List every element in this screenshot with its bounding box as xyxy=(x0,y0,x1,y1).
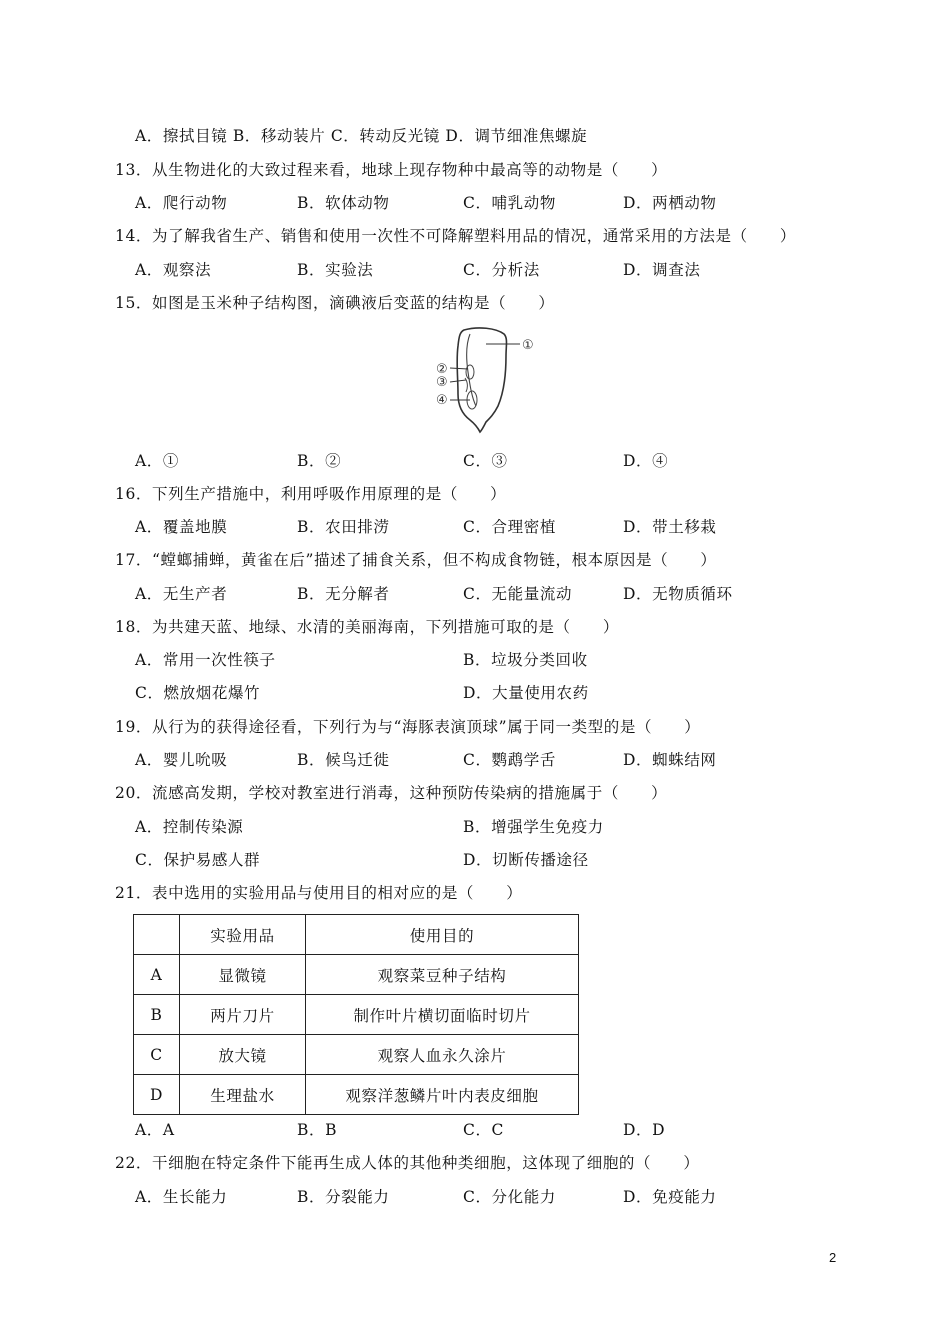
q17-option-b[interactable]: B．无分解者 xyxy=(297,585,390,603)
q13-option-c[interactable]: C．哺乳动物 xyxy=(463,194,556,212)
question-19-stem: 19．从行为的获得途径看，下列行为与“海豚表演顶球”属于同一类型的是（ ） xyxy=(115,718,701,736)
q13-option-a[interactable]: A．爬行动物 xyxy=(135,194,228,212)
table-row xyxy=(134,1035,579,1075)
q21-option-b[interactable]: B．B xyxy=(297,1121,338,1139)
q20-option-a[interactable]: A．控制传染源 xyxy=(135,818,244,836)
q20-option-c[interactable]: C．保护易感人群 xyxy=(135,851,261,869)
q16-option-c[interactable]: C．合理密植 xyxy=(463,518,556,536)
question-18-stem: 18．为共建天蓝、地绿、水清的美丽海南，下列措施可取的是（ ） xyxy=(115,618,619,636)
question-13-stem: 13．从生物进化的大致过程来看，地球上现存物种中最高等的动物是（ ） xyxy=(115,161,668,179)
table-cell: 观察菜豆种子结构 xyxy=(306,955,579,995)
table-cell: A xyxy=(134,955,180,995)
q19-option-c[interactable]: C．鹦鹉学舌 xyxy=(463,751,556,769)
q13-option-d[interactable]: D．两栖动物 xyxy=(623,194,717,212)
table-row xyxy=(134,995,579,1035)
table-cell: 制作叶片横切面临时切片 xyxy=(306,995,579,1035)
q19-option-a[interactable]: A．婴儿吮吸 xyxy=(135,751,228,769)
table-cell: C xyxy=(134,1035,180,1075)
experiment-table xyxy=(133,914,579,1115)
q20-option-b[interactable]: B．增强学生免疫力 xyxy=(463,818,604,836)
q21-option-c[interactable]: C．C xyxy=(463,1121,505,1139)
q18-option-c[interactable]: C．燃放烟花爆竹 xyxy=(135,684,261,702)
q22-option-d[interactable]: D．免疫能力 xyxy=(623,1188,717,1206)
question-17-stem: 17．“螳螂捕蝉，黄雀在后”描述了捕食关系，但不构成食物链，根本原因是（ ） xyxy=(115,551,717,569)
label-2: ② xyxy=(436,362,448,377)
page-number: 2 xyxy=(829,1250,837,1265)
corn-seed-diagram xyxy=(434,322,544,438)
q16-option-b[interactable]: B．农田排涝 xyxy=(297,518,390,536)
q18-option-d[interactable]: D．大量使用农药 xyxy=(463,684,589,702)
question-21-stem: 21．表中选用的实验用品与使用目的相对应的是（ ） xyxy=(115,884,523,902)
q15-option-c[interactable]: C．③ xyxy=(463,452,508,470)
q13-option-b[interactable]: B．软体动物 xyxy=(297,194,390,212)
question-16-stem: 16．下列生产措施中，利用呼吸作用原理的是（ ） xyxy=(115,485,507,503)
q22-option-a[interactable]: A．生长能力 xyxy=(135,1188,228,1206)
q15-option-d[interactable]: D．④ xyxy=(623,452,669,470)
label-1: ① xyxy=(522,338,534,353)
question-20-stem: 20．流感高发期，学校对教室进行消毒，这种预防传染病的措施属于（ ） xyxy=(115,784,668,802)
q16-option-d[interactable]: D．带土移栽 xyxy=(623,518,717,536)
q18-option-b[interactable]: B．垃圾分类回收 xyxy=(463,651,588,669)
q22-option-b[interactable]: B．分裂能力 xyxy=(297,1188,390,1206)
table-cell: D xyxy=(134,1075,180,1115)
table-header-cell: 使用目的 xyxy=(306,915,579,955)
q19-option-d[interactable]: D．蜘蛛结网 xyxy=(623,751,717,769)
label-3: ③ xyxy=(436,375,448,390)
question-14-stem: 14．为了解我省生产、销售和使用一次性不可降解塑料用品的情况，通常采用的方法是（ ） xyxy=(115,227,797,245)
q14-option-b[interactable]: B．实验法 xyxy=(297,261,374,279)
q22-option-c[interactable]: C．分化能力 xyxy=(463,1188,556,1206)
table-cell: 观察人血永久涂片 xyxy=(306,1035,579,1075)
table-header-cell xyxy=(134,915,180,955)
table-row xyxy=(134,1075,579,1115)
label-4: ④ xyxy=(436,393,448,408)
question-15-stem: 15．如图是玉米种子结构图，滴碘液后变蓝的结构是（ ） xyxy=(115,294,555,312)
table-cell: 观察洋葱鳞片叶内表皮细胞 xyxy=(306,1075,579,1115)
q15-option-a[interactable]: A．① xyxy=(135,452,179,470)
q15-option-b[interactable]: B．② xyxy=(297,452,342,470)
q20-option-d[interactable]: D．切断传播途径 xyxy=(463,851,589,869)
q14-option-a[interactable]: A．观察法 xyxy=(135,261,212,279)
q21-option-d[interactable]: D．D xyxy=(623,1121,666,1139)
table-header-cell: 实验用品 xyxy=(180,915,306,955)
q21-option-a[interactable]: A．A xyxy=(135,1121,175,1139)
q19-option-b[interactable]: B．候鸟迁徙 xyxy=(297,751,390,769)
q17-option-a[interactable]: A．无生产者 xyxy=(135,585,228,603)
table-cell: 放大镜 xyxy=(180,1035,306,1075)
q16-option-a[interactable]: A．覆盖地膜 xyxy=(135,518,228,536)
q14-option-c[interactable]: C．分析法 xyxy=(463,261,540,279)
table-header-row xyxy=(134,915,579,955)
prev-question-options: A．擦拭目镜 B．移动装片 C．转动反光镜 D．调节细准焦螺旋 xyxy=(135,127,588,145)
question-22-stem: 22．干细胞在特定条件下能再生成人体的其他种类细胞，这体现了细胞的（ ） xyxy=(115,1154,700,1172)
table-cell: B xyxy=(134,995,180,1035)
q17-option-c[interactable]: C．无能量流动 xyxy=(463,585,573,603)
table-row xyxy=(134,955,579,995)
q14-option-d[interactable]: D．调查法 xyxy=(623,261,701,279)
table-cell: 两片刀片 xyxy=(180,995,306,1035)
q18-option-a[interactable]: A．常用一次性筷子 xyxy=(135,651,276,669)
table-cell: 生理盐水 xyxy=(180,1075,306,1115)
table-cell: 显微镜 xyxy=(180,955,306,995)
q17-option-d[interactable]: D．无物质循环 xyxy=(623,585,733,603)
